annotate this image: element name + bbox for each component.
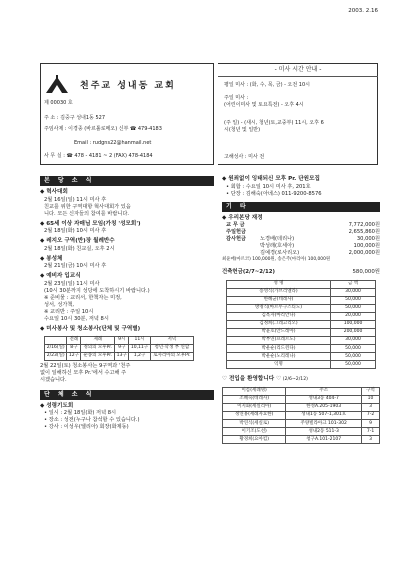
building-fund: [222, 269, 380, 276]
donor-cell: 익명: [227, 361, 331, 369]
welcome-cell: 청구A.101-2107: [286, 436, 362, 444]
divider: [218, 76, 378, 77]
table-row: [223, 403, 380, 411]
volunteer-note-line: 시겠습니다.: [40, 376, 67, 383]
finance-label: 주일헌금: [226, 229, 247, 236]
table-row: [227, 361, 376, 369]
volunteer-cell: 2/23(일): [45, 352, 67, 360]
address: 주 소 : 김중구 성내1동 527: [44, 115, 105, 121]
table-row: [223, 428, 380, 436]
donor-cell: 50,000: [331, 296, 376, 304]
volunteer-header: 전례: [67, 336, 81, 344]
finance-label: 교 무 금: [226, 222, 245, 229]
weekday-mass: 평일 미사 : (화, 수, 목, 금) - 오전 10시: [224, 82, 310, 88]
welcome-cell: 이기조(도선): [223, 428, 286, 436]
table-row: [227, 312, 376, 320]
welcome-header: 이름(세례명): [223, 387, 286, 395]
welcome-header: 구역: [362, 387, 380, 395]
news-item-line: 2월 18일(화) 10시 미사 후: [44, 228, 107, 235]
recruit-line: • 단장 : 김해숙(아녜스) 011-9200-8576: [226, 190, 322, 197]
mass-times-box: [218, 63, 378, 165]
volunteer-cell: 1,2구: [129, 352, 151, 360]
welcome-header: 주소: [286, 387, 362, 395]
office-phone: 사 무 실 : ☎ 478 - 4181 ~ 2 (FAX) 478-4184: [44, 153, 153, 159]
sunday-mass: (주 일) - (새시, 청년(토,교중부) 11시, 오후 6시(청년 및 일반): [224, 120, 324, 133]
welcome-heading: [222, 376, 380, 384]
building-fund-label: 건축헌금(2/7~2/12): [222, 269, 275, 276]
table-row: [223, 395, 380, 403]
donor-cell: 50,000: [331, 353, 376, 361]
right-column: [222, 176, 380, 444]
recruit-line: • 회합 : 수요일 10시 미사 후, 201호: [226, 183, 311, 190]
table-row: [223, 420, 380, 428]
finance-list: [222, 222, 380, 257]
table-row: [227, 345, 376, 353]
news-item-line: (10시 30분까지 성당에 도착하시기 바랍니다.): [44, 287, 150, 294]
parish-news-list: [40, 189, 214, 323]
volunteer-cell: 9구: [115, 344, 129, 352]
donor-cell: 20,000: [331, 312, 376, 320]
donor-cell: 50,000: [331, 361, 376, 369]
table-row: [227, 353, 376, 361]
issue-number: 제 00030 호: [44, 100, 73, 106]
welcome-cell: 성내3동 404-7: [286, 395, 362, 403]
news-item-line: ※ 교리반 : 주일 10시: [44, 308, 94, 315]
table-row: [45, 344, 194, 352]
donor-cell: 200,000: [331, 328, 376, 336]
welcome-cell: 3: [362, 436, 380, 444]
volunteer-cell: 12구: [67, 352, 81, 360]
welcome-cell: 정연홍(세례자요한): [223, 411, 286, 419]
welcome-cell: 9: [362, 420, 380, 428]
table-row: [227, 320, 376, 328]
phone-icon: ☎: [130, 126, 137, 132]
church-logo-icon: [44, 75, 70, 95]
news-item-line: 성서, 성가책,: [44, 301, 75, 308]
group-title: ◆ 성령기도회: [40, 402, 74, 409]
welcome-cell: 이지화(세실리아): [223, 403, 286, 411]
donor-cell: 김옥자(마리안나): [227, 312, 331, 320]
volunteer-title: ◆ 미사봉사 및 청소봉사(단체 및 구역별): [40, 326, 141, 333]
volunteer-header: 9시: [115, 336, 129, 344]
donor-cell: 30,000: [331, 288, 376, 296]
news-item-line: 니다. 모든 신자들의 참여를 바랍니다.: [44, 210, 130, 217]
building-fund-value: 580,000원: [352, 269, 380, 276]
section-other: 기 타: [222, 202, 380, 212]
group-details: [40, 410, 214, 431]
table-row: [227, 304, 376, 312]
news-item-line: 2월 21일(금) 10시 미사 후: [44, 263, 107, 270]
welcome-cell: 7-1: [362, 428, 380, 436]
volunteer-cell: 2/16(일): [45, 344, 67, 352]
welcome-cell: 한성A.205-1903: [286, 403, 362, 411]
church-title: 천주교 성내동 교회: [80, 81, 176, 91]
news-item-title: ◆ 레지오 구역(반)장 월례반수: [40, 238, 115, 245]
finance-title: ◆ 우리본당 재정: [222, 214, 263, 221]
volunteer-note: [40, 363, 214, 384]
donor-cell: 방정식(마르두구스티노): [227, 304, 331, 312]
donor-cell: 박윤호(안드레아): [227, 328, 331, 336]
table-row: [45, 352, 194, 360]
volunteer-cell: 정의의 모후Pr.: [81, 344, 115, 352]
donor-table: [226, 280, 376, 370]
group-line: • 장소 : 성전(누구나 참석할 수 있습니다.): [44, 417, 140, 424]
volunteer-header: 저녁: [150, 336, 193, 344]
donor-cell: 50,000: [331, 345, 376, 353]
pastor-info: [44, 126, 210, 133]
email[interactable]: Email : rudgns22@hanmail.net: [74, 140, 152, 146]
news-item-line: 친교를 위한 구역대항 혁사대회가 있읍: [44, 203, 131, 210]
table-row: [227, 296, 376, 304]
finance-value: 100,000원: [353, 243, 380, 250]
volunteer-cell: 8구: [67, 344, 81, 352]
finance-value: 7,772,000원: [348, 222, 380, 229]
volunteer-header: 11시: [129, 336, 151, 344]
table-row: [223, 411, 380, 419]
finance-donor: 박성래(호세아): [260, 243, 295, 250]
donor-cell: 박운순(노리레나): [227, 353, 331, 361]
volunteer-header: [45, 336, 67, 344]
finance-value: 2,000,000원: [348, 250, 380, 257]
welcome-cell: 성내2동 511-3: [286, 428, 362, 436]
group-line: • 일시 : 2월 18일(화) 저녁 8시: [44, 410, 117, 417]
news-item-line: 2월 18일(화) 친교실, 오후 2시: [44, 245, 115, 252]
welcome-table: [222, 387, 380, 444]
welcome-cell: 주양빌라아크 101-302: [286, 420, 362, 428]
volunteer-cell: 청년·학생 부 연합: [150, 344, 193, 352]
donor-cell: 송영식(가브리엘라): [227, 288, 331, 296]
volunteer-header: 제례: [81, 336, 115, 344]
donor-cell: 100,000: [331, 320, 376, 328]
saturday-mass: (어린이미사 및 토요특전) - 오후 4시: [224, 102, 304, 108]
welcome-cell: 황경희(요아킴): [223, 436, 286, 444]
volunteer-note-line: 없이 일해하신 모후 Pr.'에서 수고해 주: [40, 369, 127, 376]
news-item-title: ◆ 혁사대회: [40, 189, 68, 196]
news-item-line: 2월 23일(일) 11시 미사: [44, 280, 100, 287]
recruit-title: ◆ 원죄없이 잉태되신 모후 Pr. 단원모집: [222, 176, 320, 182]
donor-cell: 30,000: [331, 336, 376, 344]
news-item-line: 수요일 10시 30분, 저녁 8시: [44, 316, 109, 322]
donor-cell: 50,000: [331, 304, 376, 312]
finance-label: 감사헌금: [226, 236, 247, 243]
welcome-cell: 7-2: [362, 411, 380, 419]
donor-cell: 박운순(리드윈다): [227, 345, 331, 353]
confession: 고해성사 : 미사 전: [224, 154, 265, 160]
section-group-news: 단 체 소 식: [40, 390, 214, 400]
volunteer-cell: 로사리아의 모후Pr.: [150, 352, 193, 360]
donor-cell: 한혜균(데레사): [227, 296, 331, 304]
volunteer-cell: 13구: [115, 352, 129, 360]
welcome-cell: 10: [362, 395, 380, 403]
news-item-title: ◆ 65세 이상 자매님 모임(가칭 '성모회'): [40, 220, 141, 227]
recruit-details: [222, 184, 380, 198]
welcome-cell: 3: [362, 403, 380, 411]
table-row: [227, 288, 376, 296]
left-column: [40, 176, 214, 431]
welcome-cell: 박연식(세실로): [223, 420, 286, 428]
news-item-line: ※ 준비물 : 교리서, 한책자는 미정,: [44, 294, 122, 301]
donor-header: 금 액: [331, 280, 376, 288]
table-row: [227, 328, 376, 336]
bulletin-date: 2003. 2.16: [348, 8, 378, 14]
table-row: [227, 336, 376, 344]
sunday-mass-label: 주일 미사 :: [224, 95, 249, 101]
news-item-line: 2월 16일(일) 11시 미사 후: [44, 196, 107, 203]
news-item-title: ◆ 예비자 입교식: [40, 273, 81, 280]
mass-title: - 미사 시간 안내 -: [274, 66, 322, 73]
welcome-cell: 조혜숙(데레사): [223, 395, 286, 403]
volunteer-cell: 순종의 모후Pr.: [81, 352, 115, 360]
donor-cell: 김정희(그레고리오): [227, 320, 331, 328]
welcome-title: ♡ 전입을 환영합니다 ♡: [222, 376, 282, 383]
welcome-cell: 성내1동 507-1,301호: [286, 411, 362, 419]
pastor-name: 주임사제 : 이경종 (바르톨로메오) 신부: [44, 126, 129, 132]
finance-donor: 노경배(데리나): [260, 236, 295, 243]
finance-value: 2,655,860원: [348, 229, 380, 236]
news-item-title: ◆ 봉성체: [40, 255, 63, 262]
group-line: • 강사 : 이성우(엘리아) 회장(화제동): [44, 424, 129, 431]
volunteer-cell: 10,11구: [129, 344, 151, 352]
donor-header: 성 명: [227, 280, 331, 288]
volunteer-note-line: 2월 22일(토) 청소봉사는 9구역과 '천주: [40, 362, 131, 369]
volunteer-table: [44, 336, 194, 361]
finance-note: 최윤매(마르코) 100,000원, 송은주(마리아) 100,000원: [222, 257, 331, 263]
finance-value: 30,000원: [356, 236, 380, 243]
table-row: [223, 436, 380, 444]
pastor-phone: 479-4183: [137, 126, 162, 132]
welcome-period: (2/6~2/12): [282, 377, 308, 383]
section-parish-news: 본 당 소 식: [40, 176, 214, 186]
finance-donor: 김예경(로사리오): [260, 250, 300, 257]
donor-cell: 박부연(프레르도): [227, 336, 331, 344]
